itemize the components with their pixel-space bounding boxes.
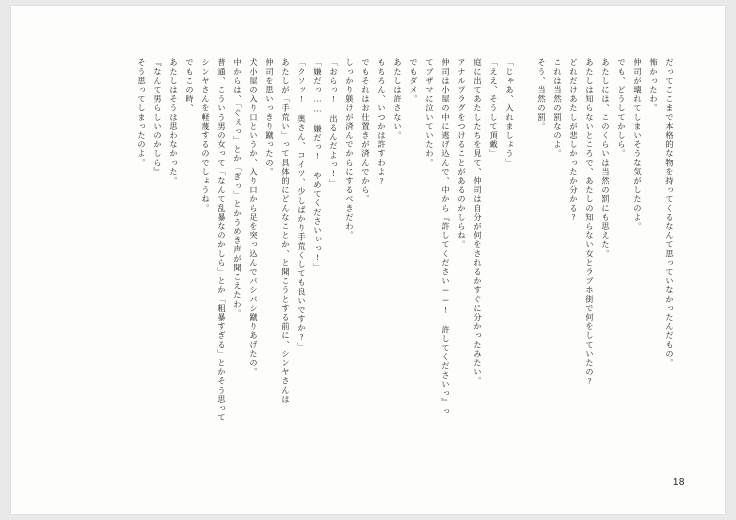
text-column: そう思ってしまったのよ。 — [137, 58, 146, 168]
text-column: 仲司を思いっきり蹴ったの。 — [265, 58, 274, 177]
text-column: でも、どうしてかしら。 — [617, 58, 626, 159]
text-column: あたしはそうは思わなかった。 — [169, 58, 178, 186]
vertical-text-body — [63, 58, 673, 448]
text-column: でもこの時、 — [185, 58, 194, 113]
page-number: 18 — [672, 477, 685, 488]
text-column: 「ええ、そうして頂戴」 — [489, 58, 498, 159]
text-column: アナルプラグをつけることがあるのかしらね。 — [457, 58, 466, 250]
text-column: 「おらっ! 出るんだよっ!」 — [329, 58, 338, 188]
text-column: あたしが「手荒い」って具体的にどんなことか、と聞こうとする前に、シンヤさんは — [281, 58, 290, 404]
text-column: 「嫌だっ…… 嫌だっ! やめてくださいぃっ!」 — [313, 58, 322, 273]
text-column: そう、当然の罰。 — [537, 58, 546, 131]
text-column: 怖かったわ。 — [649, 58, 658, 113]
text-column: あたしには、このくらいは当然の罰にも思えた。 — [601, 58, 610, 259]
text-column: てブザマに泣いていたわ。 — [425, 58, 434, 168]
text-column: しっかり躾けが済んでからにするべきだわ。 — [345, 58, 354, 240]
document-page — [11, 6, 725, 514]
text-column: 仲司は小屋の中に逃げ込んで、中から『許してください──! 許してくださいっ』っ — [441, 58, 450, 417]
text-column: もちろん、いつかは許すわよ? — [377, 58, 386, 187]
text-column: でもダメ。 — [409, 58, 418, 104]
text-column: どれだけあたしが悲しかったか分かる? — [569, 58, 578, 223]
text-column: これは当然の罰なのよ。 — [553, 58, 562, 159]
text-column: 中からは、「ぐぇっ」とか「ぎっ」とかうめき声が聞こえたわ。 — [233, 58, 242, 318]
text-column: 犬小屋の入り口というか、入り口から足を突っ込んでバシバシ蹴りあげたの。 — [249, 58, 258, 377]
text-column: あたしは許さない。 — [393, 58, 402, 140]
text-column: 仲司が壊れてしまいそうな気がしたのよ。 — [633, 58, 642, 231]
text-column: あたしは知らないところで、あたしの知らない女とラブホ街で何をしていたの? — [585, 58, 594, 387]
text-column: でもそれはお仕置きが済んでから。 — [361, 58, 370, 204]
text-column: 『なんて男らしいのかしら』 — [153, 58, 162, 177]
text-column: 庭に出てあたしたちを見て、仲司は自分が何をされるかすぐに分かったみたい。 — [473, 58, 482, 386]
text-column: 普通、こういう男の女って「なんて乱暴なのかしら」とか「粗暴すぎる」とかそう思って — [217, 58, 226, 422]
text-column — [513, 58, 529, 448]
text-column: シンヤさんを軽蔑するのでしょうね。 — [201, 58, 210, 213]
text-column: 「じゃあ、入れましょう」 — [505, 58, 514, 168]
text-column: だってここまで本格的な物を持ってくるなんて思っていなかったんだもの。 — [665, 58, 674, 368]
text-column: 「クソッ! 奥さん、コイツ、少しばかり手荒くしても良いですか?」 — [297, 58, 306, 352]
